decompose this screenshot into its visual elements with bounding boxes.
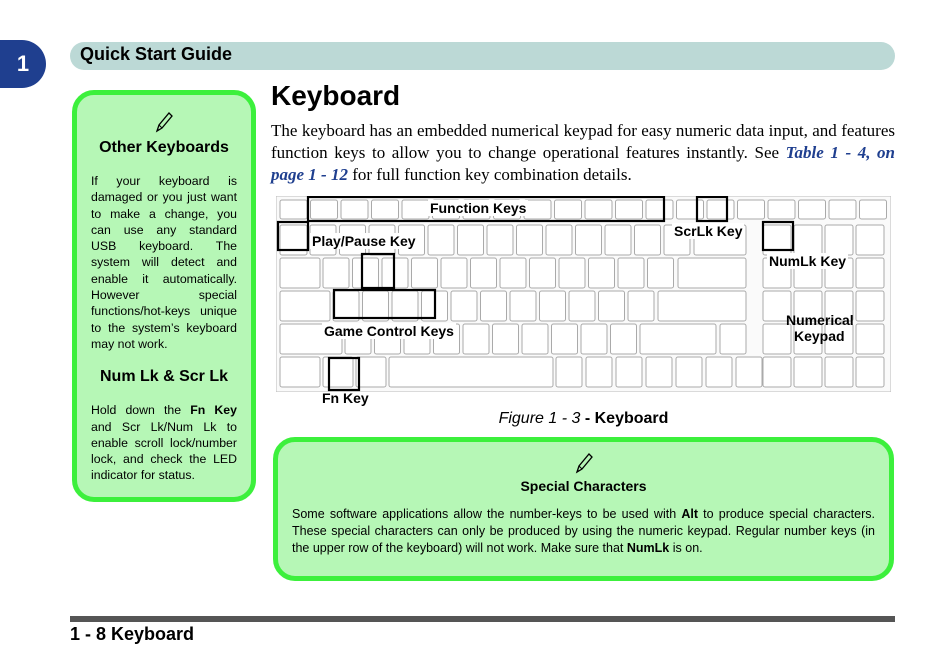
- keyboard-key: [356, 357, 386, 387]
- table-reference-link[interactable]: Table 1 - 4, on page 1 - 12: [271, 143, 895, 184]
- keyboard-key: [736, 357, 762, 387]
- keyboard-key: [517, 225, 543, 255]
- fn-key-emphasis: Fn Key: [190, 403, 237, 418]
- keyboard-key: [412, 258, 438, 288]
- footer-title: 1 - 8 Keyboard: [70, 624, 195, 644]
- callout-numerical-keypad-2: Keypad: [794, 328, 845, 344]
- footer-rule: [70, 616, 895, 622]
- pencil-icon: [573, 450, 595, 476]
- keyboard-key: [676, 357, 702, 387]
- keyboard-key: [678, 258, 746, 288]
- keyboard-key: [500, 258, 526, 288]
- header-title: Quick Start Guide: [80, 44, 233, 64]
- keyboard-key: [825, 357, 853, 387]
- sidebar-text: Hold down the: [91, 403, 191, 418]
- figure-caption: [276, 410, 891, 428]
- note-text: to produce special characters. These special characters can only be produced by using the numeric keypad. Regular number keys (in the upper row of the keyboard) will not work. Make sure that: [292, 507, 875, 555]
- intro-paragraph: [271, 120, 895, 186]
- special-characters-note: [273, 437, 894, 581]
- keyboard-key: [341, 200, 368, 219]
- keyboard-key: [546, 225, 572, 255]
- keyboard-key: [640, 324, 716, 354]
- keyboard-key: [856, 357, 884, 387]
- keyboard-key: [677, 200, 704, 219]
- intro-text: The keyboard has an embedded numerical keypad for easy numeric data input, and features function keys to allow you to change operational features instantly. See: [271, 121, 895, 162]
- keyboard-key: [487, 225, 513, 255]
- keyboard-key: [707, 200, 734, 219]
- callout-play-pause: Play/Pause Key: [312, 233, 416, 249]
- keyboard-key: [522, 324, 548, 354]
- keyboard-key: [471, 258, 497, 288]
- keyboard-key: [658, 291, 746, 321]
- keyboard-key: [559, 258, 585, 288]
- keyboard-figure: [276, 196, 891, 406]
- keyboard-key: [280, 357, 320, 387]
- keyboard-key: [333, 291, 359, 321]
- callout-numerical-keypad-1: Numerical: [786, 312, 854, 328]
- sidebar-note: [72, 90, 256, 502]
- sidebar-heading-other-keyboards: Other Keyboards: [99, 139, 229, 156]
- callout-fn-key: Fn Key: [322, 390, 369, 406]
- keyboard-key: [763, 324, 791, 354]
- keyboard-key: [856, 291, 884, 321]
- keyboard-key: [402, 200, 429, 219]
- figure-label: - Keyboard: [580, 410, 669, 427]
- keyboard-key: [530, 258, 556, 288]
- keyboard-key: [552, 324, 578, 354]
- keyboard-key: [389, 357, 553, 387]
- note-text: Some software applications allow the number-keys to be used with: [292, 507, 682, 521]
- callout-numlk: NumLk Key: [769, 253, 847, 269]
- keyboard-key: [392, 291, 418, 321]
- keyboard-key: [311, 200, 338, 219]
- callout-scrlk: ScrLk Key: [674, 223, 743, 239]
- keyboard-key: [555, 200, 582, 219]
- note-heading: Special Characters: [520, 478, 647, 494]
- keyboard-key: [599, 291, 625, 321]
- pencil-icon: [153, 109, 175, 135]
- sidebar-heading-numlk-scrlk: Num Lk & Scr Lk: [99, 368, 229, 386]
- keyboard-key: [646, 357, 672, 387]
- keyboard-key: [706, 357, 732, 387]
- keyboard-key: [738, 200, 765, 219]
- keyboard-key: [540, 291, 566, 321]
- keyboard-key: [586, 357, 612, 387]
- keyboard-key: [493, 324, 519, 354]
- keyboard-key: [618, 258, 644, 288]
- keyboard-key: [628, 291, 654, 321]
- callout-game-control: Game Control Keys: [324, 323, 454, 339]
- keyboard-key: [280, 291, 330, 321]
- numlk-emphasis: NumLk: [626, 541, 670, 555]
- keyboard-key: [720, 324, 746, 354]
- sidebar-para-numlk-scrlk: [91, 402, 237, 483]
- keyboard-key: [323, 258, 349, 288]
- keyboard-key: [856, 258, 884, 288]
- keyboard-key: [856, 225, 884, 255]
- keyboard-key: [860, 200, 887, 219]
- keyboard-key: [569, 291, 595, 321]
- keyboard-illustration: [276, 196, 891, 392]
- note-paragraph: [292, 506, 875, 557]
- keyboard-key: [451, 291, 477, 321]
- keyboard-key: [768, 200, 795, 219]
- keyboard-key: [589, 258, 615, 288]
- sidebar-text: and Scr Lk/Num Lk to enable scroll lock/number lock, and check the LED indicator for status.: [91, 419, 237, 483]
- keyboard-key: [611, 324, 637, 354]
- keyboard-key: [363, 291, 389, 321]
- intro-text: for full function key combination details.: [347, 165, 632, 184]
- keyboard-key: [510, 291, 536, 321]
- keyboard-key: [605, 225, 631, 255]
- sidebar-para-other-keyboards: If your keyboard is damaged or you just want to make a change, you can use any standard USB keyboard. The system will detect and enable it automatically. However special functions/hot-keys unique to the system’s keyboard may not work.: [91, 174, 237, 351]
- callout-function-keys: Function Keys: [430, 200, 527, 216]
- figure-number: Figure 1 - 3: [498, 410, 581, 427]
- keyboard-key: [856, 324, 884, 354]
- keyboard-key: [458, 225, 484, 255]
- keyboard-key: [372, 200, 399, 219]
- keyboard-key: [463, 324, 489, 354]
- keyboard-key: [646, 200, 673, 219]
- keyboard-key: [829, 200, 856, 219]
- page-title: Keyboard: [271, 80, 401, 111]
- keyboard-key: [441, 258, 467, 288]
- keyboard-key: [763, 357, 791, 387]
- keyboard-key: [556, 357, 582, 387]
- alt-emphasis: Alt: [681, 507, 698, 521]
- keyboard-key: [481, 291, 507, 321]
- header-bar: [70, 42, 895, 70]
- keyboard-key: [648, 258, 674, 288]
- keyboard-key: [616, 200, 643, 219]
- note-text: is on.: [669, 541, 703, 555]
- chapter-tab: [0, 40, 46, 88]
- keyboard-key: [794, 357, 822, 387]
- keyboard-key: [825, 225, 853, 255]
- keyboard-key: [280, 200, 307, 219]
- keyboard-key: [428, 225, 454, 255]
- keyboard-key: [799, 200, 826, 219]
- keyboard-key: [576, 225, 602, 255]
- keyboard-key: [616, 357, 642, 387]
- keyboard-key: [585, 200, 612, 219]
- keyboard-key: [794, 225, 822, 255]
- keyboard-key: [581, 324, 607, 354]
- keyboard-key: [635, 225, 661, 255]
- chapter-number: 1: [16, 51, 30, 76]
- keyboard-key: [280, 258, 320, 288]
- keyboard-key: [323, 357, 353, 387]
- keyboard-key: [353, 258, 379, 288]
